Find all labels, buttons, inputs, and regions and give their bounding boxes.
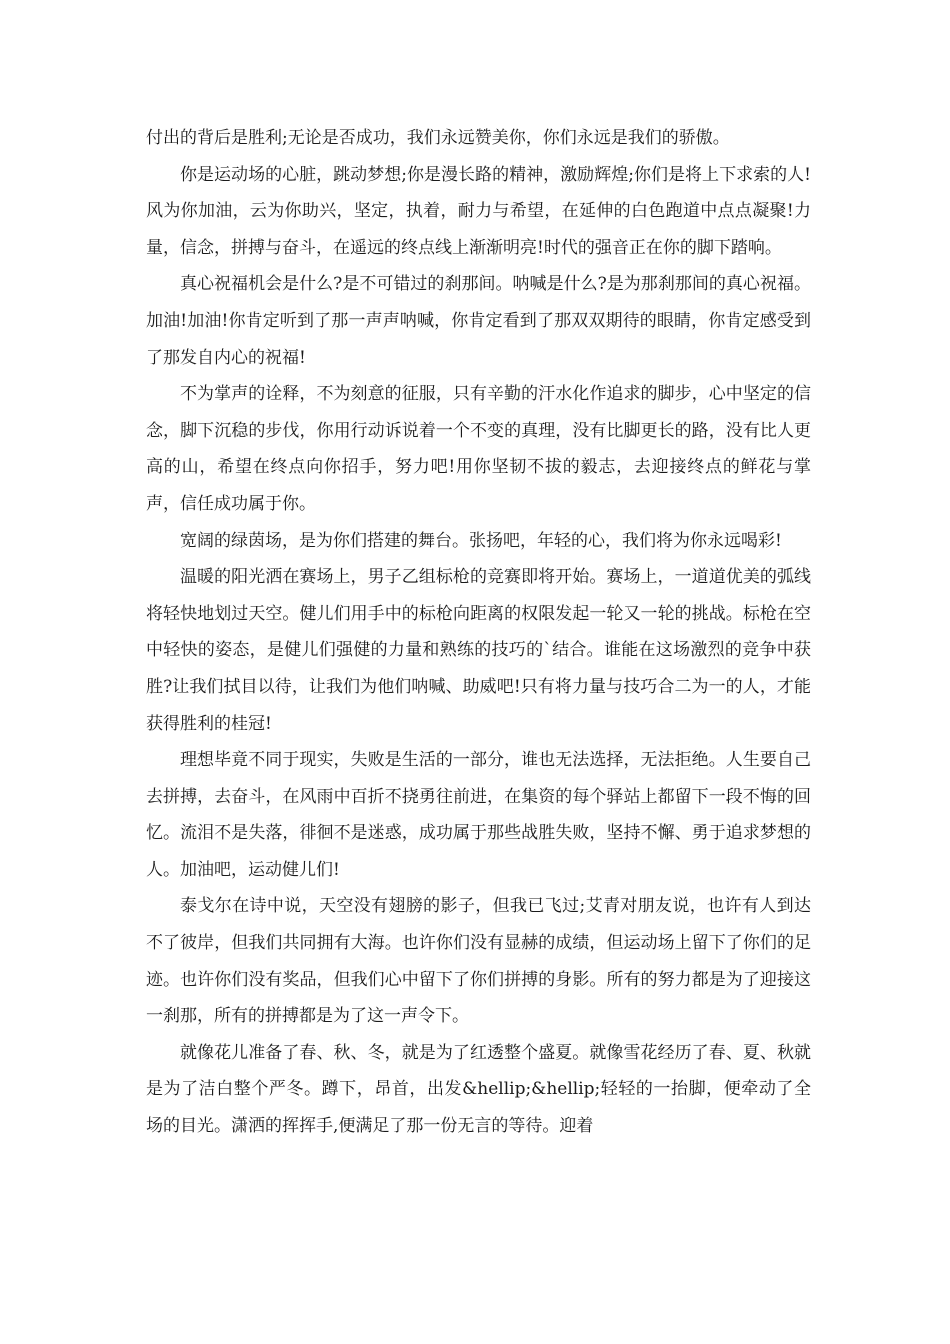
paragraph-7: 理想毕竟不同于现实，失败是生活的一部分，谁也无法选择，无法拒绝。人生要自己去拼搏，去奋斗，在风雨中百折不挠勇往前进，在集资的每个驿站上都留下一段不悔的回忆。流泪不是失落，徘徊不是迷惑，成功属于那些战胜失败，坚持不懈、勇于追求梦想的人。加油吧，运动健儿们! xyxy=(146,750,811,880)
document-page xyxy=(146,120,811,1145)
paragraph-6: 温暖的阳光洒在赛场上，男子乙组标枪的竞赛即将开始。赛场上，一道道优美的弧线将轻快地划过天空。健儿们用手中的标枪向距离的权限发起一轮又一轮的挑战。标枪在空中轻快的姿态，是健儿们强健的力量和熟练的技巧的`结合。谁能在这场激烈的竞争中获胜?让我们拭目以待，让我们为他们呐喊、助威吧!只有将力量与技巧合二为一的人，才能获得胜利的桂冠! xyxy=(146,567,811,734)
paragraph-2: 你是运动场的心脏，跳动梦想;你是漫长路的精神，激励辉煌;你们是将上下求索的人!风为你加油，云为你助兴，坚定，执着，耐力与希望，在延伸的白色跑道中点点凝聚!力量，信念，拼搏与奋斗，在遥远的终点线上渐渐明亮!时代的强音正在你的脚下踏响。 xyxy=(146,164,811,258)
paragraph-1: 付出的背后是胜利;无论是否成功，我们永远赞美你，你们永远是我们的骄傲。 xyxy=(146,128,730,148)
paragraph-3: 真心祝福机会是什么?是不可错过的刹那间。呐喊是什么?是为那刹那间的真心祝福。加油!加油!你肯定听到了那一声声呐喊，你肯定看到了那双双期待的眼睛，你肯定感受到了那发自内心的祝福! xyxy=(146,274,811,368)
paragraph-8: 泰戈尔在诗中说，天空没有翅膀的影子，但我已飞过;艾青对朋友说，也许有人到达不了彼岸，但我们共同拥有大海。也许你们没有显赫的成绩，但运动场上留下了你们的足迹。也许你们没有奖品，但我们心中留下了你们拼搏的身影。所有的努力都是为了迎接这一刹那，所有的拼搏都是为了这一声令下。 xyxy=(146,896,811,1027)
paragraph-5: 宽阔的绿茵场，是为你们搭建的舞台。张扬吧，年轻的心，我们将为你永远喝彩! xyxy=(180,530,782,551)
paragraph-4: 不为掌声的诠释，不为刻意的征服，只有辛勤的汗水化作追求的脚步，心中坚定的信念，脚下沉稳的步伐，你用行动诉说着一个不变的真理，没有比脚更长的路，没有比人更高的山，希望在终点向你招手，努力吧!用你坚韧不拔的毅志，去迎接终点的鲜花与掌声，信任成功属于你。 xyxy=(146,384,811,514)
paragraph-9: 就像花儿准备了春、秋、冬，就是为了红透整个盛夏。就像雪花经历了春、夏、秋就是为了洁白整个严冬。蹲下，昂首，出发&hellip;&hellip;轻轻的一抬脚，便牵动了全场的目光。潇洒的挥挥手,便满足了那一份无言的等待。迎着 xyxy=(146,1042,811,1137)
